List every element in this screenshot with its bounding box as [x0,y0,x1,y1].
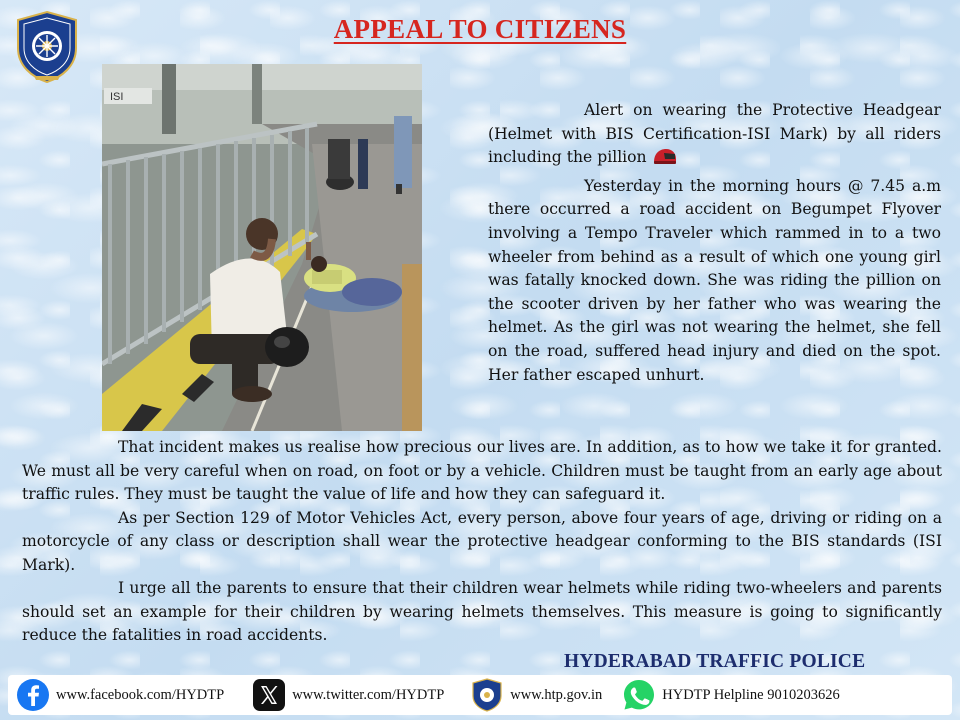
incident-paragraph: Yesterday in the morning hours @ 7.45 a.m there occurred a road accident on Begumpet Flyover involving a Tempo Traveler which rammed in to a two wheeler from behind as a result of which one young girl was fatally knocked down. She was riding the pillion on the scooter driven by her father who was wearing the helmet. As the girl was not wearing the helmet, she fell on the road, suffered head injury and died on the spot. Her father escaped unhurt. [488,176,941,384]
body-text [22,436,942,648]
x-twitter-icon [252,678,286,712]
whatsapp-icon [622,678,656,712]
traffic-police-emblem-icon [470,678,504,712]
intro-column [488,99,941,387]
helpline-text: HYDTP Helpline 9010203626 [662,686,840,703]
helmet-icon [651,148,677,166]
website-contact [470,678,602,712]
photo-sign-text: ISI [110,91,124,103]
facebook-link[interactable]: www.facebook.com/HYDTP [56,686,225,703]
twitter-link[interactable]: www.twitter.com/HYDTP [292,686,445,703]
twitter-contact [252,678,444,712]
facebook-icon [16,678,50,712]
body-paragraph-2: As per Section 129 of Motor Vehicles Act, every person, above four years of age, driving or riding on a motorcycle of any class or description shall wear the protective headgear conforming to the BIS standards (ISI Mark). [22,508,942,574]
contact-footer [8,675,952,715]
helpline-contact [622,678,839,712]
signature: HYDERABAD TRAFFIC POLICE [564,651,866,672]
body-paragraph-1: That incident makes us realise how precious our lives are. In addition, as to how we take it for granted. We must all be very careful when on road, on foot or by a vehicle. Children must be taught from an early age about traffic rules. They must be taught the value of life and how they can safeguard it. [22,438,942,503]
accident-photo [102,64,422,431]
page-title: APPEAL TO CITIZENS [333,14,627,44]
body-paragraph-3: I urge all the parents to ensure that their children wear helmets while riding two-wheelers and parents should set an example for their children by wearing helmets themselves. This measure is going to significantly reduce the fatalities in road accidents. [22,579,942,644]
website-link[interactable]: www.htp.gov.in [510,686,603,703]
intro-paragraph: Alert on wearing the Protective Headgear (Helmet with BIS Certification-ISI Mark) by all riders including the pillion [488,101,941,167]
facebook-contact [16,678,224,712]
